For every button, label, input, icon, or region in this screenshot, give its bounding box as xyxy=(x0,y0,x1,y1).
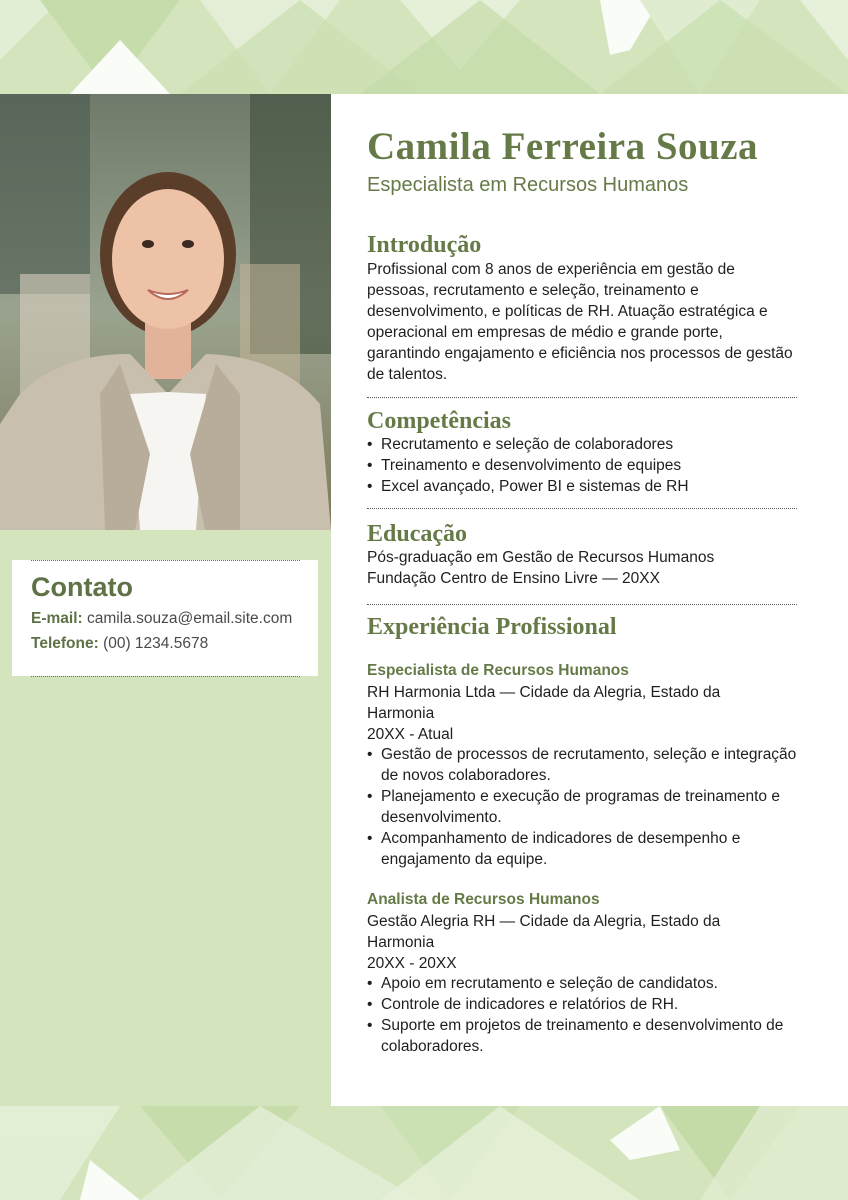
experience-heading: Experiência Profissional xyxy=(367,614,617,640)
contact-heading: Contato xyxy=(31,572,133,602)
list-item: • Gestão de processos de recrutamento, seleção e integração de novos colaboradores. xyxy=(367,744,797,786)
education-heading: Educação xyxy=(367,521,468,547)
list-item: • Recrutamento e seleção de colaboradores xyxy=(367,434,797,455)
list-item: • Acompanhamento de indicadores de desempenho e engajamento da equipe. xyxy=(367,828,797,870)
education-school: Fundação Centro de Ensino Livre — 20XX xyxy=(367,570,660,587)
skills-list xyxy=(367,434,797,497)
list-item: • Controle de indicadores e relatórios de RH. xyxy=(367,994,797,1015)
email-value[interactable]: camila.souza@email.site.com xyxy=(87,610,293,627)
section-divider xyxy=(367,604,797,605)
education-degree: Pós-graduação em Gestão de Recursos Humanos xyxy=(367,549,715,566)
job-period: 20XX - 20XX xyxy=(367,955,457,972)
section-divider xyxy=(367,397,797,398)
job-period: 20XX - Atual xyxy=(367,726,454,743)
job-company: Gestão Alegria RH — Cidade da Alegria, Estado da Harmonia xyxy=(367,913,721,951)
list-item: • Apoio em recrutamento e seleção de candidatos. xyxy=(367,973,797,994)
job-duties-list xyxy=(367,973,797,1057)
job-company: RH Harmonia Ltda — Cidade da Alegria, Estado da Harmonia xyxy=(367,684,721,722)
contact-divider-top xyxy=(31,560,300,561)
contact-phone-row xyxy=(31,635,208,653)
list-item: • Planejamento e execução de programas de treinamento e desenvolvimento. xyxy=(367,786,797,828)
phone-value[interactable]: (00) 1234.5678 xyxy=(103,635,209,652)
job-title: Analista de Recursos Humanos xyxy=(367,891,600,908)
list-item: • Suporte em projetos de treinamento e desenvolvimento de colaboradores. xyxy=(367,1015,797,1057)
skills-heading: Competências xyxy=(367,408,511,434)
job-title: Especialista de Recursos Humanos xyxy=(367,662,629,679)
job-duties-list xyxy=(367,744,797,870)
profile-photo xyxy=(0,94,331,530)
email-label: E-mail: xyxy=(31,610,83,627)
candidate-name: Camila Ferreira Souza xyxy=(367,125,759,168)
list-item: • Excel avançado, Power BI e sistemas de RH xyxy=(367,476,797,497)
contact-email-row xyxy=(31,610,292,628)
phone-label: Telefone: xyxy=(31,635,99,652)
list-item: • Treinamento e desenvolvimento de equipes xyxy=(367,455,797,476)
candidate-role: Especialista em Recursos Humanos xyxy=(367,174,689,196)
section-divider xyxy=(367,508,797,509)
intro-heading: Introdução xyxy=(367,232,482,258)
contact-divider-bottom xyxy=(31,676,300,677)
intro-text: Profissional com 8 anos de experiência em gestão de pessoas, recrutamento e seleção, treinamento e desenvolvimento, e políticas de RH. Atuação estratégica e operacional em empresas de médio e grande porte, garantindo engajamento e eficiência nos processos de gestão de talentos. xyxy=(367,261,793,383)
